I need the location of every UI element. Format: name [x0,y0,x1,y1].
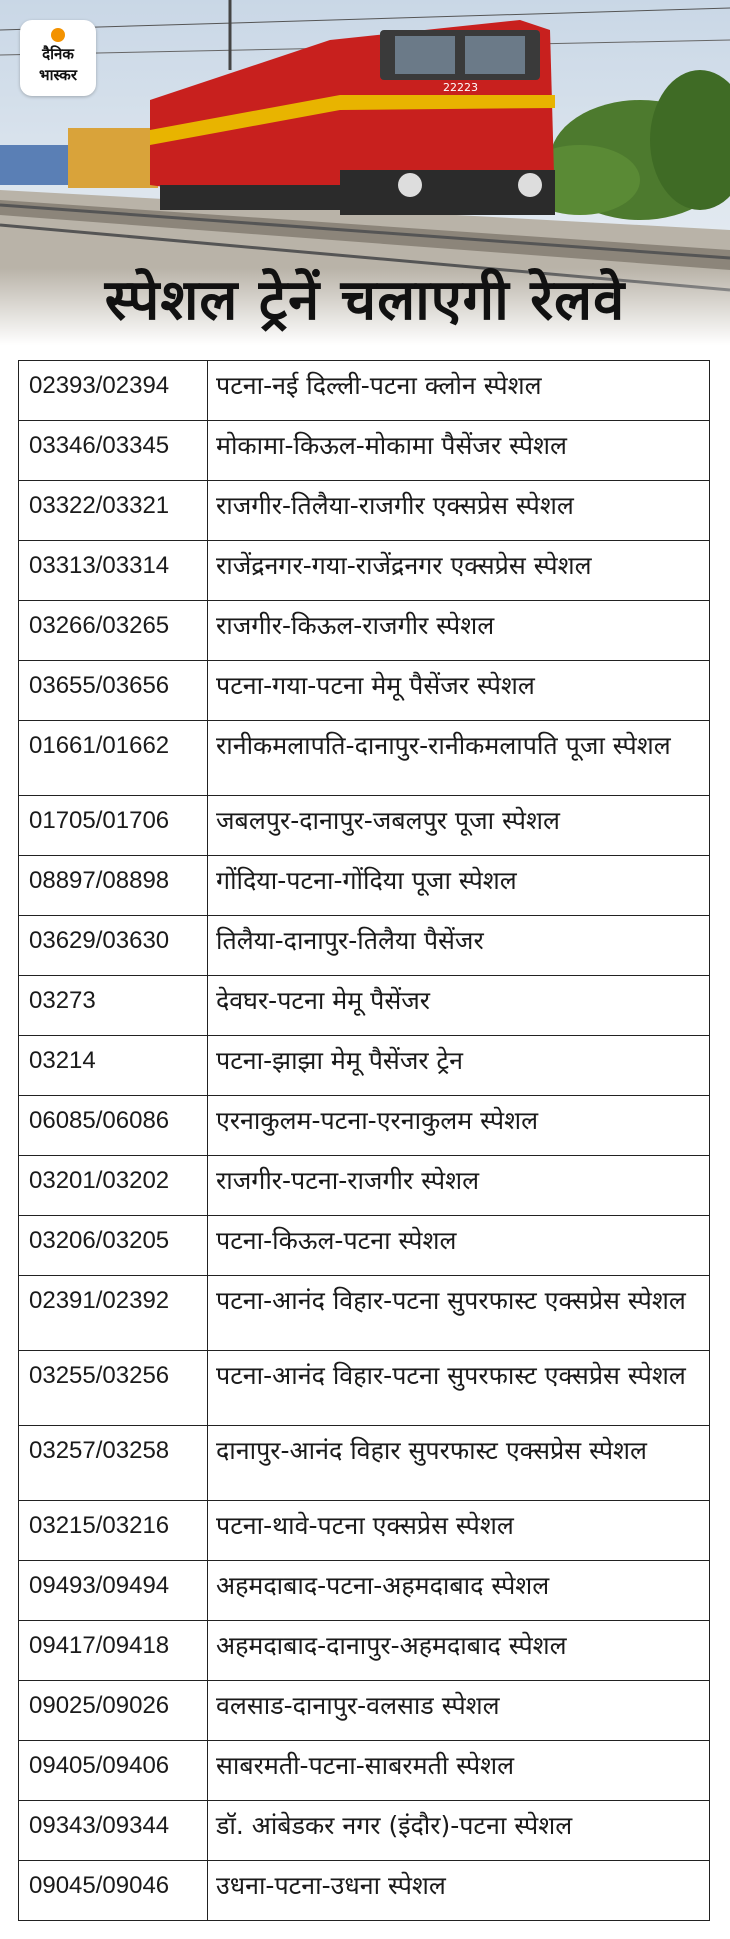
train-number: 03201/03202 [19,1156,208,1216]
table-row [19,1036,710,1096]
headline: स्पेशल ट्रेनें चलाएगी रेलवे [104,268,626,333]
train-name: पटना-आनंद विहार-पटना सुपरफास्ट एक्सप्रेस स्पेशल [208,1351,710,1426]
logo-line-2: भास्कर [39,66,77,84]
table-row [19,916,710,976]
table-row [19,856,710,916]
train-number: 03266/03265 [19,601,208,661]
train-number: 03214 [19,1036,208,1096]
train-number: 03346/03345 [19,421,208,481]
train-name: डॉ. आंबेडकर नगर (इंदौर)-पटना स्पेशल [208,1801,710,1861]
train-name: एरनाकुलम-पटना-एरनाकुलम स्पेशल [208,1096,710,1156]
table-row [19,541,710,601]
train-number: 03206/03205 [19,1216,208,1276]
table-row [19,601,710,661]
train-name: वलसाड-दानापुर-वलसाड स्पेशल [208,1681,710,1741]
train-name: राजगीर-पटना-राजगीर स्पेशल [208,1156,710,1216]
train-name: दानापुर-आनंद विहार सुपरफास्ट एक्सप्रेस स्पेशल [208,1426,710,1501]
train-number: 03215/03216 [19,1501,208,1561]
train-number: 03655/03656 [19,661,208,721]
train-number: 09343/09344 [19,1801,208,1861]
train-name: राजेंद्रनगर-गया-राजेंद्रनगर एक्सप्रेस स्पेशल [208,541,710,601]
train-number: 03257/03258 [19,1426,208,1501]
table-row [19,721,710,796]
train-name: पटना-आनंद विहार-पटना सुपरफास्ट एक्सप्रेस स्पेशल [208,1276,710,1351]
train-name: रानीकमलापति-दानापुर-रानीकमलापति पूजा स्पेशल [208,721,710,796]
table-row [19,976,710,1036]
train-name: राजगीर-किऊल-राजगीर स्पेशल [208,601,710,661]
train-number: 01705/01706 [19,796,208,856]
table-row [19,1621,710,1681]
train-number: 09045/09046 [19,1861,208,1921]
train-number: 09493/09494 [19,1561,208,1621]
table-row [19,1861,710,1921]
logo-line-1: दैनिक [42,45,74,63]
train-number: 03313/03314 [19,541,208,601]
table-row [19,796,710,856]
table-row [19,1276,710,1351]
train-number: 01661/01662 [19,721,208,796]
train-name: मोकामा-किऊल-मोकामा पैसेंजर स्पेशल [208,421,710,481]
logo-sun-icon [51,28,65,42]
train-number: 02393/02394 [19,361,208,421]
train-number: 06085/06086 [19,1096,208,1156]
table-row [19,1741,710,1801]
train-number: 03273 [19,976,208,1036]
table-row [19,1096,710,1156]
table-row [19,1216,710,1276]
train-name: तिलैया-दानापुर-तिलैया पैसेंजर [208,916,710,976]
train-number: 09405/09406 [19,1741,208,1801]
train-name: साबरमती-पटना-साबरमती स्पेशल [208,1741,710,1801]
train-name: पटना-झाझा मेमू पैसेंजर ट्रेन [208,1036,710,1096]
train-number: 09025/09026 [19,1681,208,1741]
train-rows [19,361,710,1921]
table-row [19,1681,710,1741]
train-name: पटना-नई दिल्ली-पटना क्लोन स्पेशल [208,361,710,421]
table-row [19,1501,710,1561]
train-number: 03322/03321 [19,481,208,541]
train-number: 09417/09418 [19,1621,208,1681]
table-row [19,1801,710,1861]
table-row [19,421,710,481]
train-number: 03629/03630 [19,916,208,976]
train-name: पटना-गया-पटना मेमू पैसेंजर स्पेशल [208,661,710,721]
train-name: देवघर-पटना मेमू पैसेंजर [208,976,710,1036]
table-row [19,361,710,421]
dainik-bhaskar-logo [20,20,96,96]
train-name: गोंदिया-पटना-गोंदिया पूजा स्पेशल [208,856,710,916]
train-number: 08897/08898 [19,856,208,916]
table-row [19,1156,710,1216]
train-name: अहमदाबाद-दानापुर-अहमदाबाद स्पेशल [208,1621,710,1681]
table-row [19,481,710,541]
table-row [19,1561,710,1621]
table-row [19,1351,710,1426]
train-name: पटना-किऊल-पटना स्पेशल [208,1216,710,1276]
locomotive-number: 22223 [443,81,478,94]
train-name: पटना-थावे-पटना एक्सप्रेस स्पेशल [208,1501,710,1561]
train-number: 03255/03256 [19,1351,208,1426]
train-name: अहमदाबाद-पटना-अहमदाबाद स्पेशल [208,1561,710,1621]
table-row [19,661,710,721]
table-row [19,1426,710,1501]
train-name: जबलपुर-दानापुर-जबलपुर पूजा स्पेशल [208,796,710,856]
train-name: उधना-पटना-उधना स्पेशल [208,1861,710,1921]
train-number: 02391/02392 [19,1276,208,1351]
special-trains-table [18,360,710,1921]
train-name: राजगीर-तिलैया-राजगीर एक्सप्रेस स्पेशल [208,481,710,541]
